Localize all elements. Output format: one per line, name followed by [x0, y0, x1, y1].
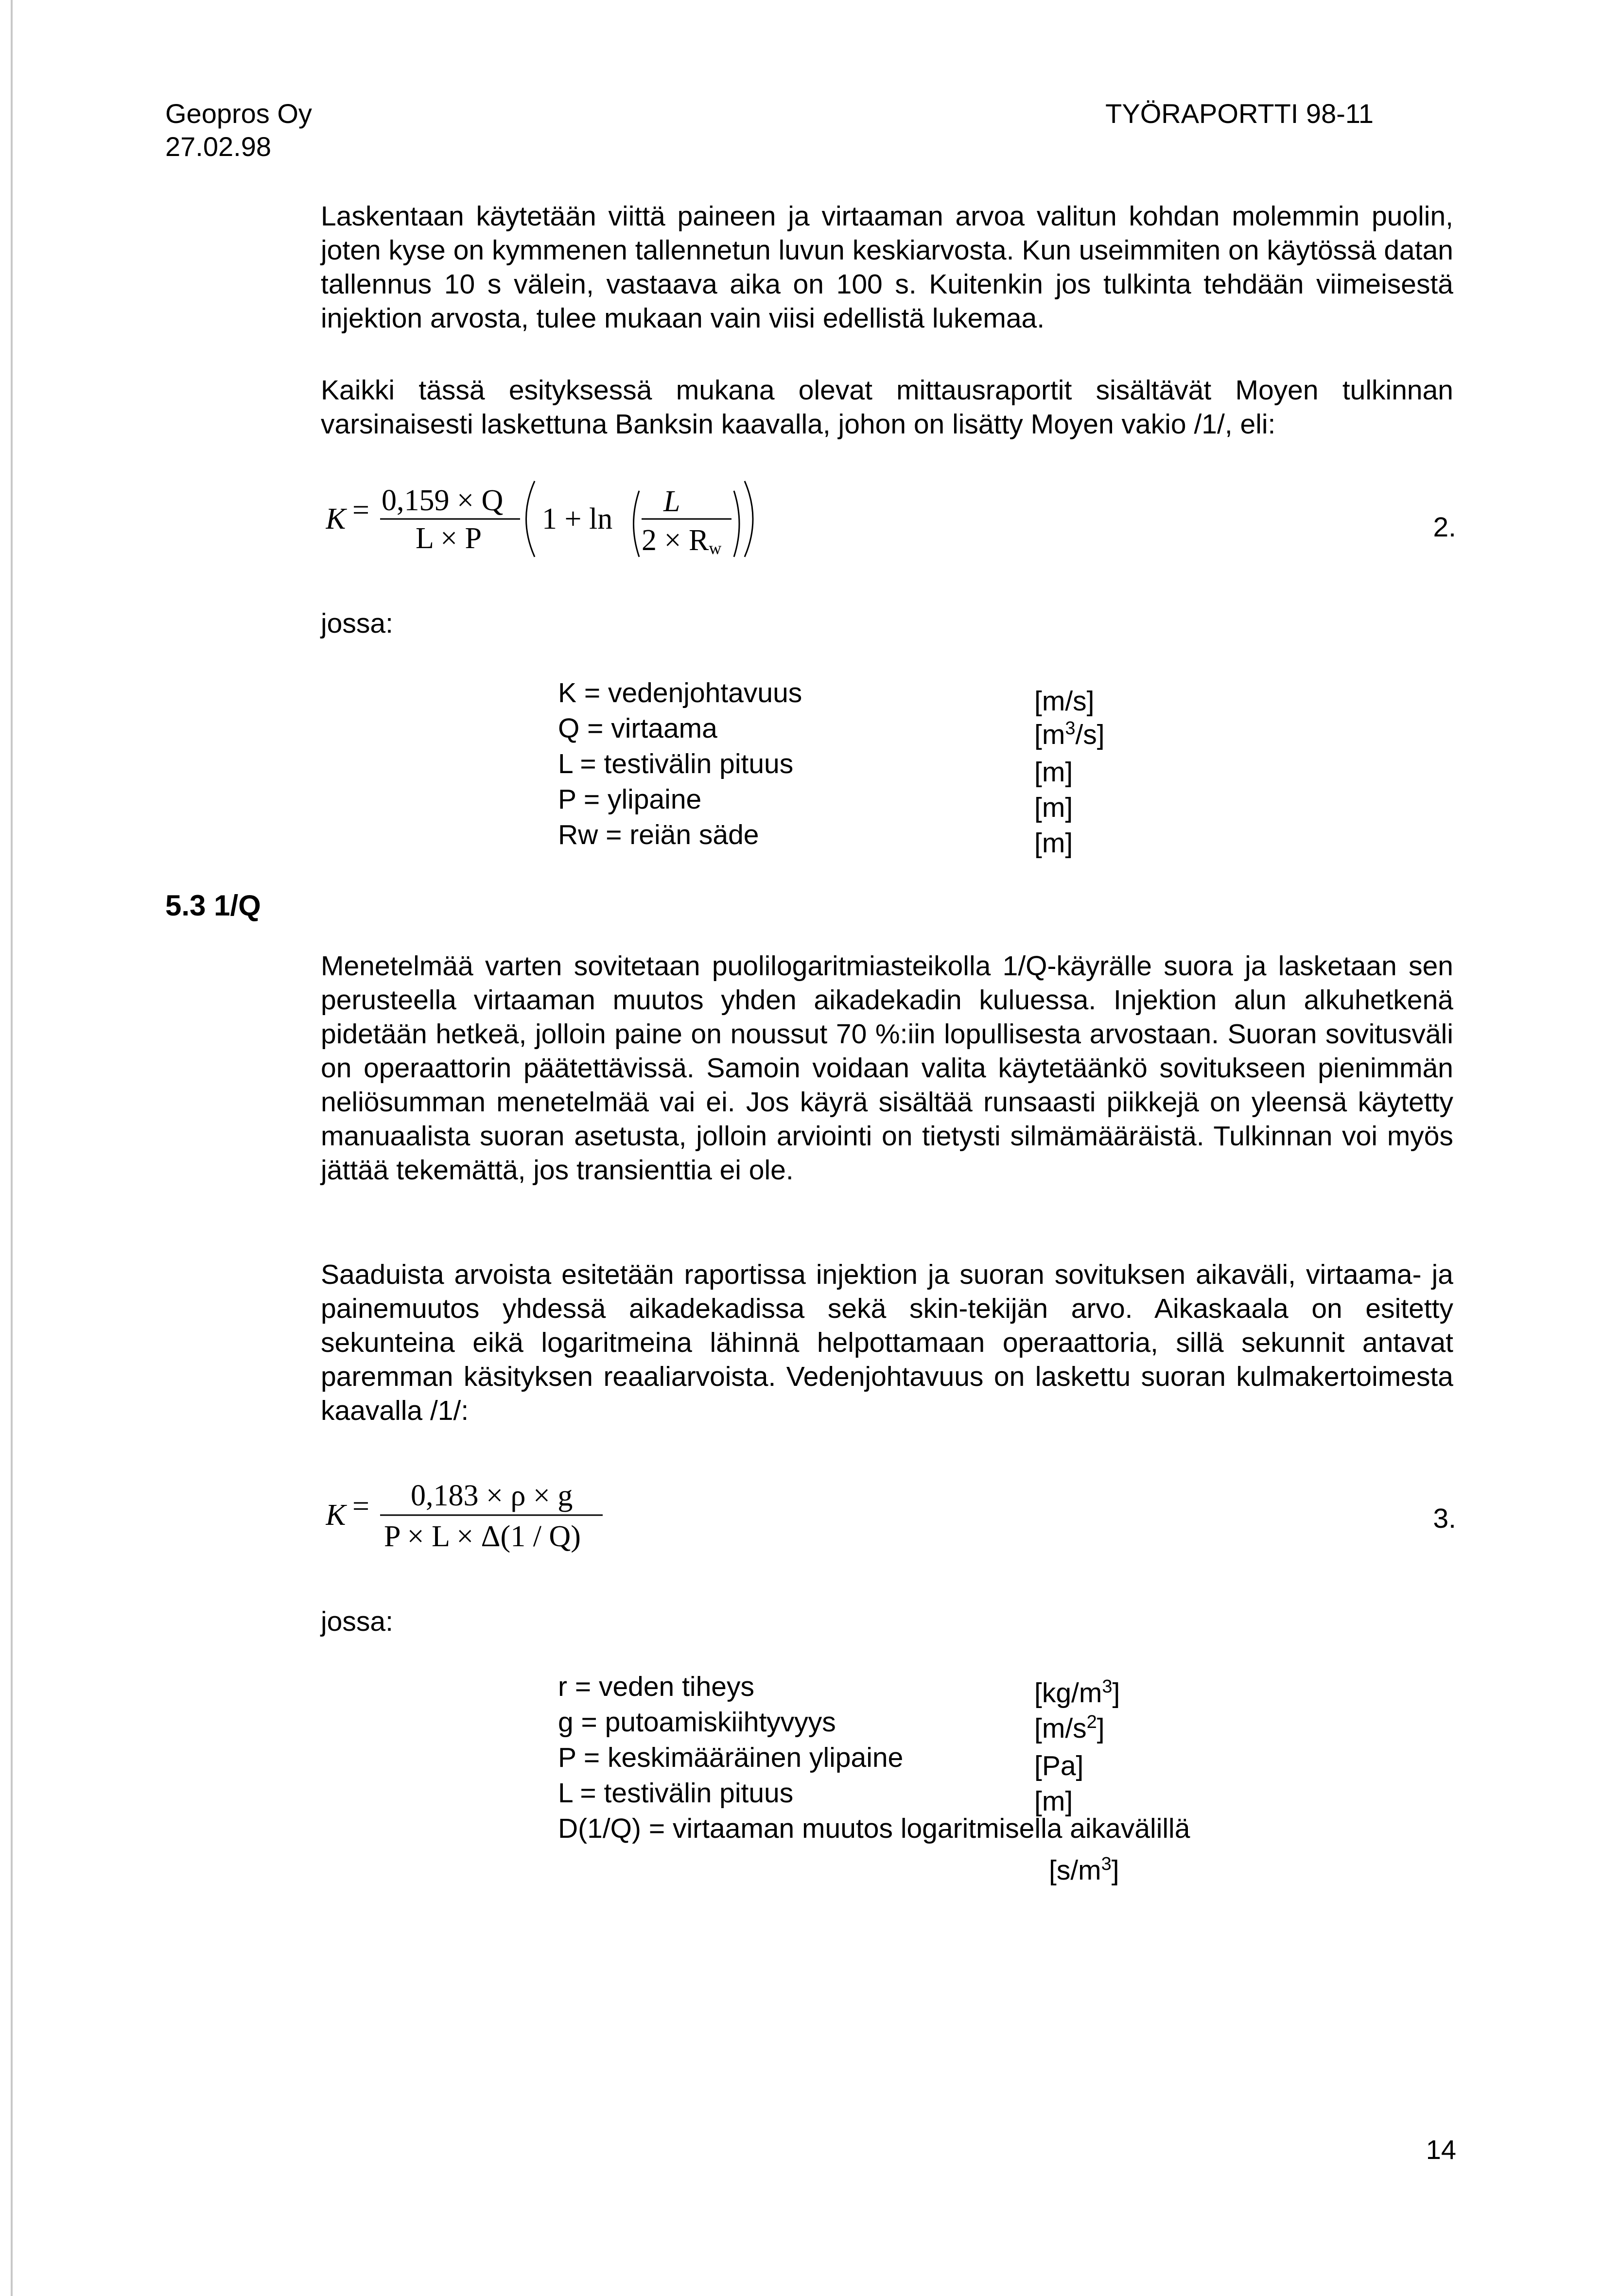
formula-moye-numerator: 0,159 × Q	[382, 484, 504, 517]
report-id: TYÖRAPORTTI 98-11	[1105, 98, 1374, 129]
formula-conductivity-numerator: 0,183 × ρ × g	[411, 1479, 573, 1512]
formula-moye-one-plus-ln: 1 + ln	[542, 502, 613, 535]
paragraph-averaging: Laskentaan käytetään viittä paineen ja virtaaman arvoa valitun kohdan molemmin puolin, joten kyse on kymmenen tallennetun luvun keskiarvosta. Kun useimmiten on käytössä datan tallennus 10 s välein, vastaava aika on 100 s. Kuitenkin jos tulkinta tehdään viimeisestä injektion arvosta, tulee mukaan vain viisi edellistä lukemaa.	[321, 201, 1453, 334]
formula-moye-open-paren	[526, 481, 535, 557]
where-label-2: jossa:	[321, 1606, 393, 1637]
equation-number-2: 2.	[1433, 512, 1456, 543]
paragraph-method: Menetelmää varten sovitetaan puolilogaritmiasteikolla 1/Q-käyrälle suora ja lasketaan sen perusteella virtaaman muutos yhden aikadekadin kuluessa. Injektion alun alkuhetkenä pidetään hetkeä, jolloin paine on noussut 70 %:iin lopullisesta arvostaan. Suoran sovitusväli on operaattorin päätettävissä. Samoin voidaan valita käytetäänkö sovitukseen pienimmän neliösumman menetelmää vai ei. Jos käyrä sisältää runsaasti piikkejä on yleensä käytetty manuaalista suoran asetusta, jolloin arviointi on tietysti silmämääräistä. Tulkinnan voi myös jättää tekemättä, jos transienttia ei ole.	[321, 950, 1453, 1186]
header-left	[165, 97, 312, 163]
formula-moye	[326, 466, 763, 564]
formula-moye-inner-denominator: 2 × Rw	[642, 524, 722, 558]
formula-conductivity-denominator: P × L × Δ(1 / Q)	[384, 1520, 581, 1553]
company-name: Geopros Oy	[165, 98, 312, 129]
formula-conductivity	[326, 1463, 666, 1560]
where-label-1: jossa:	[321, 608, 393, 639]
formula-moye-lhs: K	[326, 502, 346, 535]
section-heading: 5.3 1/Q	[165, 889, 261, 922]
formula-moye-close-paren	[745, 481, 753, 557]
formula-conductivity-eq: =	[352, 1490, 369, 1523]
formula-moye-eq: =	[352, 494, 369, 527]
equation-number-3: 3.	[1433, 1503, 1456, 1534]
formula-moye-inner-numerator: L	[663, 485, 680, 518]
formula-moye-inner-open-paren	[634, 491, 640, 557]
formula-conductivity-lhs: K	[326, 1499, 346, 1532]
scan-edge-line	[11, 0, 13, 2296]
paragraph-moye: Kaikki tässä esityksessä mukana olevat mittausraportit sisältävät Moyen tulkinnan varsinaisesti laskettuna Banksin kaavalla, johon on lisätty Moyen vakio /1/, eli:	[321, 375, 1453, 440]
paragraph-results: Saaduista arvoista esitetään raportissa injektion ja suoran sovituksen aikaväli, virtaama- ja painemuutos yhdessä aikadekadissa sekä skin-tekijän arvo. Aikaskaala on esitetty sekunteina eikä logaritmeina lähinnä helpottamaan operaattoria, sillä sekunnit antavat paremman käsityksen reaaliarvoista. Vedenjohtavuus on laskettu suoran kulmakertoimesta kaavalla /1/:	[321, 1259, 1453, 1426]
report-date: 27.02.98	[165, 131, 271, 162]
page-number: 14	[1426, 2134, 1456, 2165]
formula-moye-denominator: L × P	[416, 522, 482, 555]
document-page: Geopros Oy 27.02.98 TYÖRAPORTTI 98-11 Laskentaan käytetään viittä paineen ja virtaaman arvoa valitun kohdan molemmin puolin, joten kyse on kymmenen tallennetun luvun keskiarvosta. Kun useimmiten on käytössä datan tallennus 10 s välein, vastaava aika on 100 s. Kuitenkin jos tulkinta tehdään viimeisestä injektion arvosta, tulee mukaan vain viisi edellistä lukemaa. Kaikki tässä esityksessä mukana olevat mittausraportit sisältävät Moyen tulkinnan varsinaisesti laskettuna Banksin kaavalla, johon on lisätty Moyen vakio /1/, eli: K = 0,159 × Q L × P 1 + ln L 2 × Rw 2. jossa: K = vedenjohtavuus [m/s] Q = virtaama $[m^3/s]$ L = testivälin pituus [m] P = ylipaine [m] Rw = reiän säde [m] 5.3 1/Q Menetelmää varten sovitetaan puolilogaritmiasteikolla 1/Q-käyrälle suora ja lasketaan sen perusteella virtaaman muutos yhden aikadekadin kuluessa. Injektion alun alkuhetkenä pidetään hetkeä, jolloin paine on noussut 70 %:iin lopullisesta arvostaan. Suoran sovitusväli on operaattorin päätettävissä. Samoin voidaan valita käytetäänkö sovitukseen pienimmän neliösumman menetelmää vai ei. Jos käyrä sisältää runsaasti piikkejä on yleensä käytetty manuaalista suoran asetusta, jolloin arviointi on tietysti silmämääräistä. Tulkinnan voi myös jättää tekemättä, jos transienttia ei ole. Saaduista arvoista esitetään raportissa injektion ja suoran sovituksen aikaväli, virtaama- ja painemuutos yhdessä aikadekadissa sekä skin-tekijän arvo. Aikaskaala on esitetty sekunteina eikä logaritmeina lähinnä helpottamaan operaattoria, sillä sekunnit antavat paremman käsityksen reaaliarvoista. Vedenjohtavuus on laskettu suoran kulmakertoimesta kaavalla /1/: K = 0,183 × ρ × g P × L × Δ(1 / Q) 3. jossa: r = veden tiheys $[kg/m^3]$ g = putoamiskiihtyvyys $[m/s^2]$ P = keskimääräinen ylipaine [Pa] L = testivälin pituus [m] D(1/Q) = virtaaman muutos logaritmisella aikavälillä $[s/m^3]$ 14	[0, 0, 1602, 2296]
formula-moye-inner-close-paren	[734, 491, 739, 557]
